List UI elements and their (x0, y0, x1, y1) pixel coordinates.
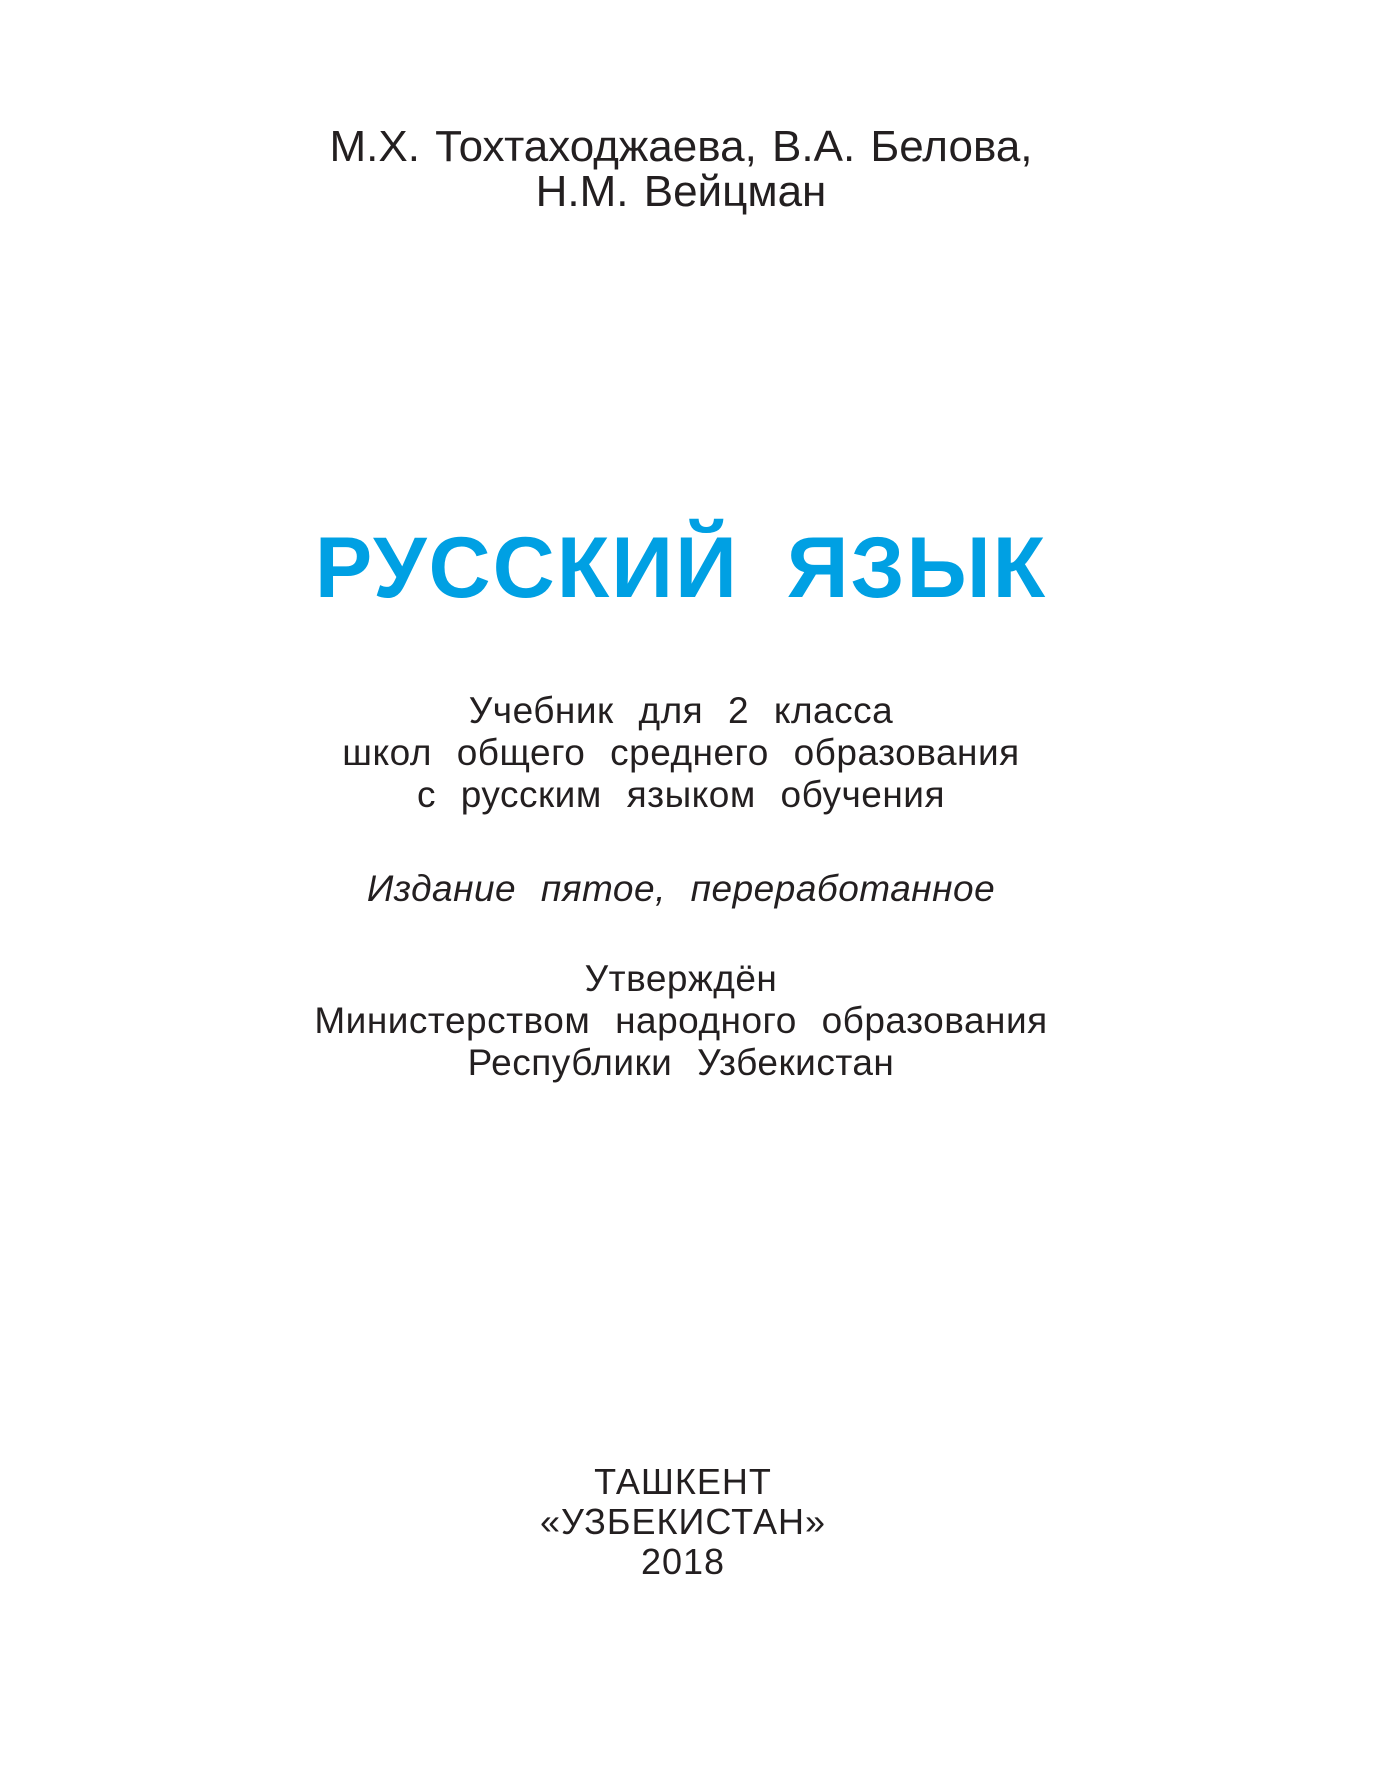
authors-line-1: М.Х. Тохтаходжаева, В.А. Белова, (329, 122, 1033, 171)
description-line-3: с русским языком обучения (416, 774, 946, 815)
approval-line-2: Министерством народного образования (314, 1000, 1048, 1041)
approval-line-1: Утверждён (584, 958, 778, 999)
authors-line-2: Н.М. Вейцман (535, 167, 827, 216)
description-line-2: школ общего среднего образования (342, 732, 1020, 773)
book-title: РУССКИЙ ЯЗЫК (314, 520, 1048, 616)
imprint-city: ТАШКЕНТ (594, 1461, 772, 1502)
description-line-1: Учебник для 2 класса (468, 690, 894, 731)
edition-note: Издание пятое, переработанное (366, 868, 996, 909)
imprint-year: 2018 (640, 1541, 726, 1582)
imprint-publisher: «УЗБЕКИСТАН» (540, 1501, 826, 1542)
approval-line-3: Республики Узбекистан (467, 1042, 895, 1083)
